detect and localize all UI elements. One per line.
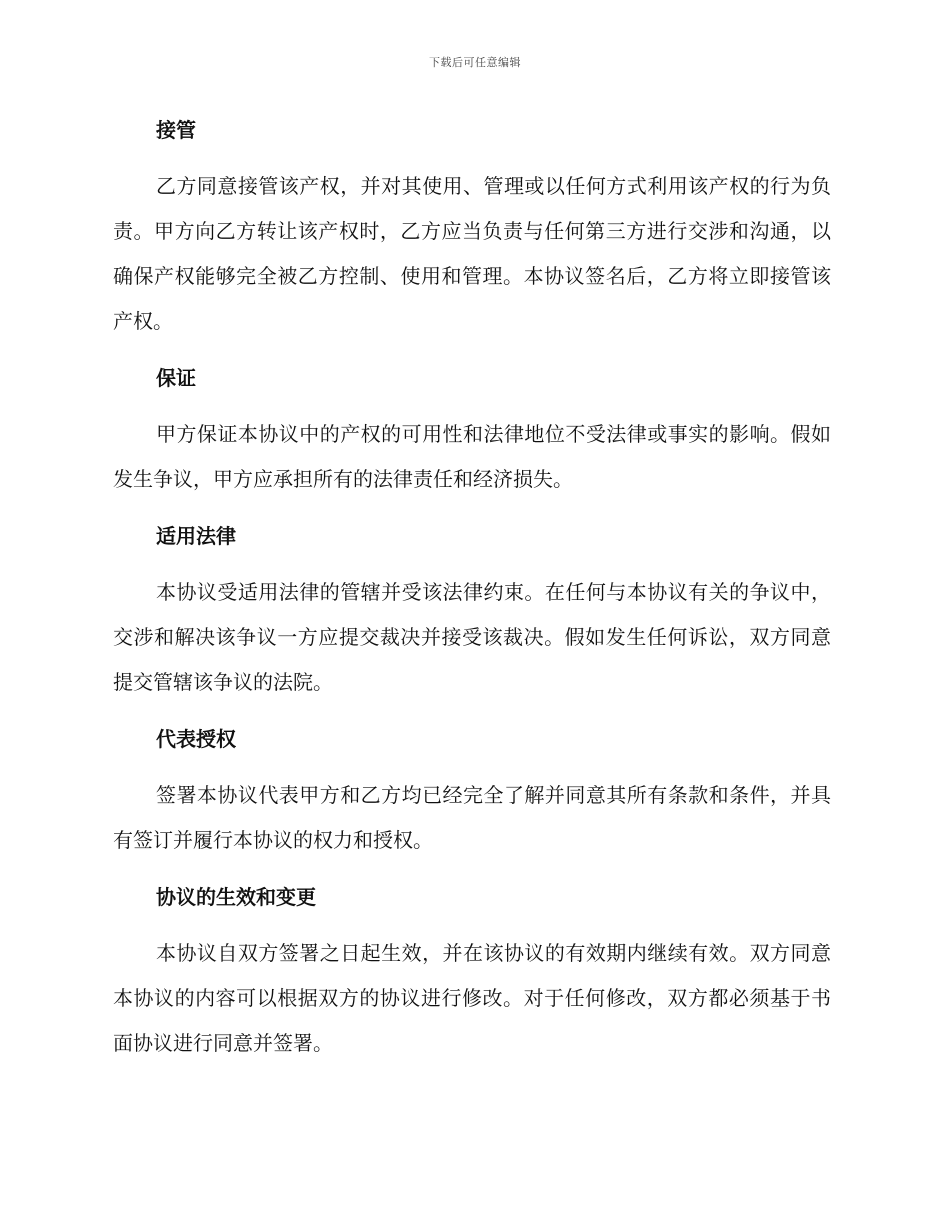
section-heading: 接管 [156,118,196,142]
section-paragraph: 本协议自双方签署之日起生效，并在该协议的有效期内继续有效。双方同意本协议的内容可以根据双方的协议进行修改。对于任何修改，双方都必须基于书面协议进行同意并签署。 [113,941,831,1055]
section-paragraph: 甲方保证本协议中的产权的可用性和法律地位不受法律或事实的影响。假如发生争议，甲方应承担所有的法律责任和经济损失。 [113,422,831,491]
section-heading: 保证 [156,366,196,390]
document-body [113,110,831,1080]
section-guarantee [113,358,831,502]
section-applicable-law [113,516,831,705]
page-header-note: 下载后可任意编辑 [429,56,521,69]
section-heading: 代表授权 [156,727,236,751]
section-effect-and-change [113,877,831,1066]
section-paragraph: 本协议受适用法律的管辖并受该法律约束。在任何与本协议有关的争议中，交涉和解决该争议一方应提交裁决并接受该裁决。假如发生任何诉讼，双方同意提交管辖该争议的法院。 [113,580,831,694]
section-heading: 协议的生效和变更 [156,885,316,909]
section-paragraph: 乙方同意接管该产权，并对其使用、管理或以任何方式利用该产权的行为负责。甲方向乙方转让该产权时，乙方应当负责与任何第三方进行交涉和沟通，以确保产权能够完全被乙方控制、使用和管理。本协议签名后，乙方将立即接管该产权。 [113,174,831,333]
section-authorization [113,719,831,863]
section-paragraph: 签署本协议代表甲方和乙方均已经完全了解并同意其所有条款和条件，并具有签订并履行本协议的权力和授权。 [113,783,831,852]
section-takeover [113,110,831,344]
section-heading: 适用法律 [156,524,236,548]
